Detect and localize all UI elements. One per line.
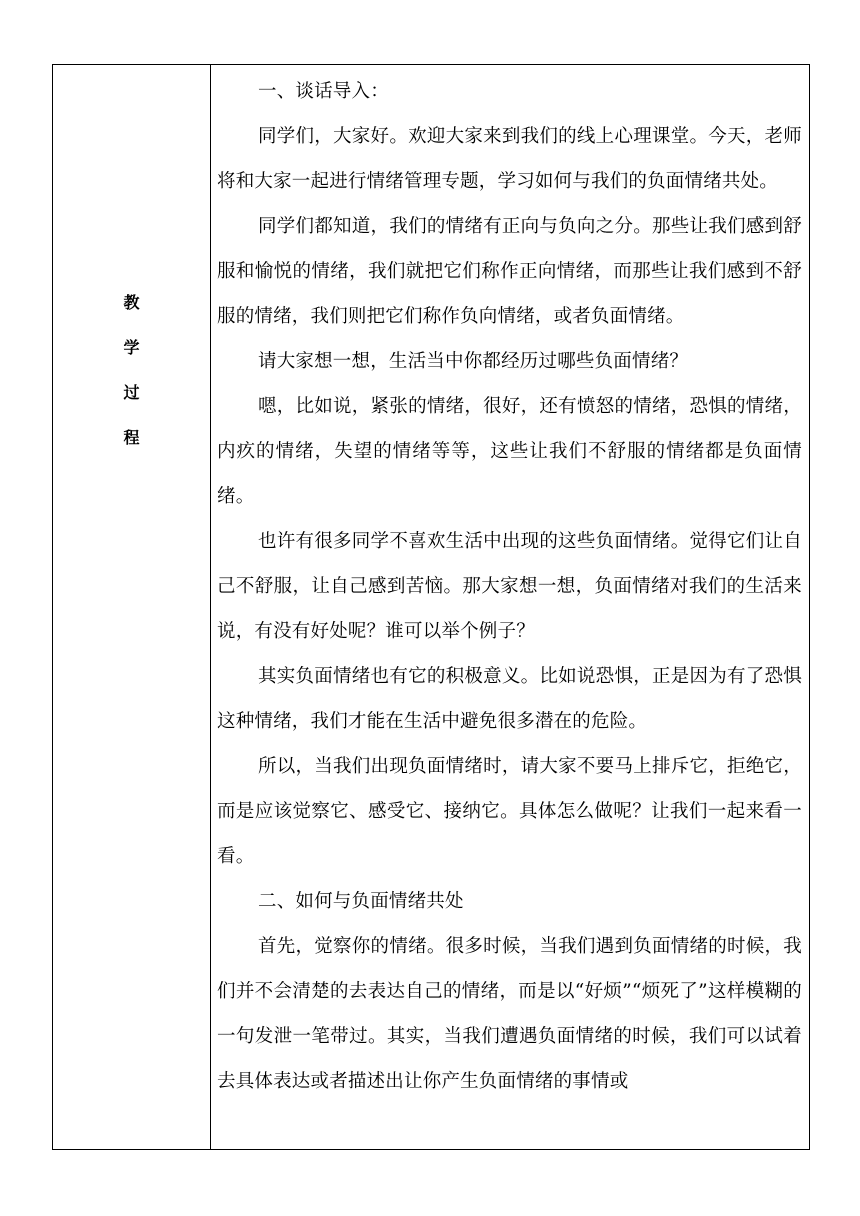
section-label-char: 教	[123, 293, 140, 312]
paragraph: 也许有很多同学不喜欢生活中出现的这些负面情绪。觉得它们让自己不舒服，让自己感到苦恼。那大家想一想，负面情绪对我们的生活来说，有没有好处呢？谁可以举个例子？	[217, 531, 802, 642]
paragraph: 首先，觉察你的情绪。很多时候，当我们遇到负面情绪的时候，我们并不会清楚的去表达自己的情绪，而是以“好烦”“烦死了”这样模糊的一句发泄一笔带过。其实，当我们遭遇负面情绪的时候，我们可以试着去具体表达或者描述出让你产生负面情绪的事情或	[217, 936, 802, 1092]
section-label-cell	[53, 65, 211, 1149]
lesson-content-cell	[211, 65, 809, 1149]
paragraph: 嗯，比如说，紧张的情绪，很好，还有愤怒的情绪，恐惧的情绪，内疚的情绪，失望的情绪等等，这些让我们不舒服的情绪都是负面情绪。	[217, 396, 802, 507]
section-label-char: 过	[123, 383, 140, 402]
paragraph: 所以，当我们出现负面情绪时，请大家不要马上排斥它，拒绝它，而是应该觉察它、感受它、接纳它。具体怎么做呢？让我们一起来看一看。	[217, 756, 802, 867]
section-label	[53, 292, 210, 472]
section-label-char: 学	[123, 338, 140, 357]
lesson-table	[52, 64, 810, 1150]
paragraph: 请大家想一想，生活当中你都经历过哪些负面情绪？	[258, 351, 689, 372]
paragraph: 同学们都知道，我们的情绪有正向与负向之分。那些让我们感到舒服和愉悦的情绪，我们就把它们称作正向情绪，而那些让我们感到不舒服的情绪，我们则把它们称作负向情绪，或者负面情绪。	[217, 216, 802, 327]
paragraph: 同学们，大家好。欢迎大家来到我们的线上心理课堂。今天，老师将和大家一起进行情绪管理专题，学习如何与我们的负面情绪共处。	[217, 126, 802, 192]
paragraph: 其实负面情绪也有它的积极意义。比如说恐惧，正是因为有了恐惧这种情绪，我们才能在生活中避免很多潜在的危险。	[217, 666, 802, 732]
section-heading-intro: 一、谈话导入：	[258, 81, 389, 102]
section-heading-coping: 二、如何与负面情绪共处	[258, 891, 464, 912]
section-label-char: 程	[123, 428, 140, 447]
